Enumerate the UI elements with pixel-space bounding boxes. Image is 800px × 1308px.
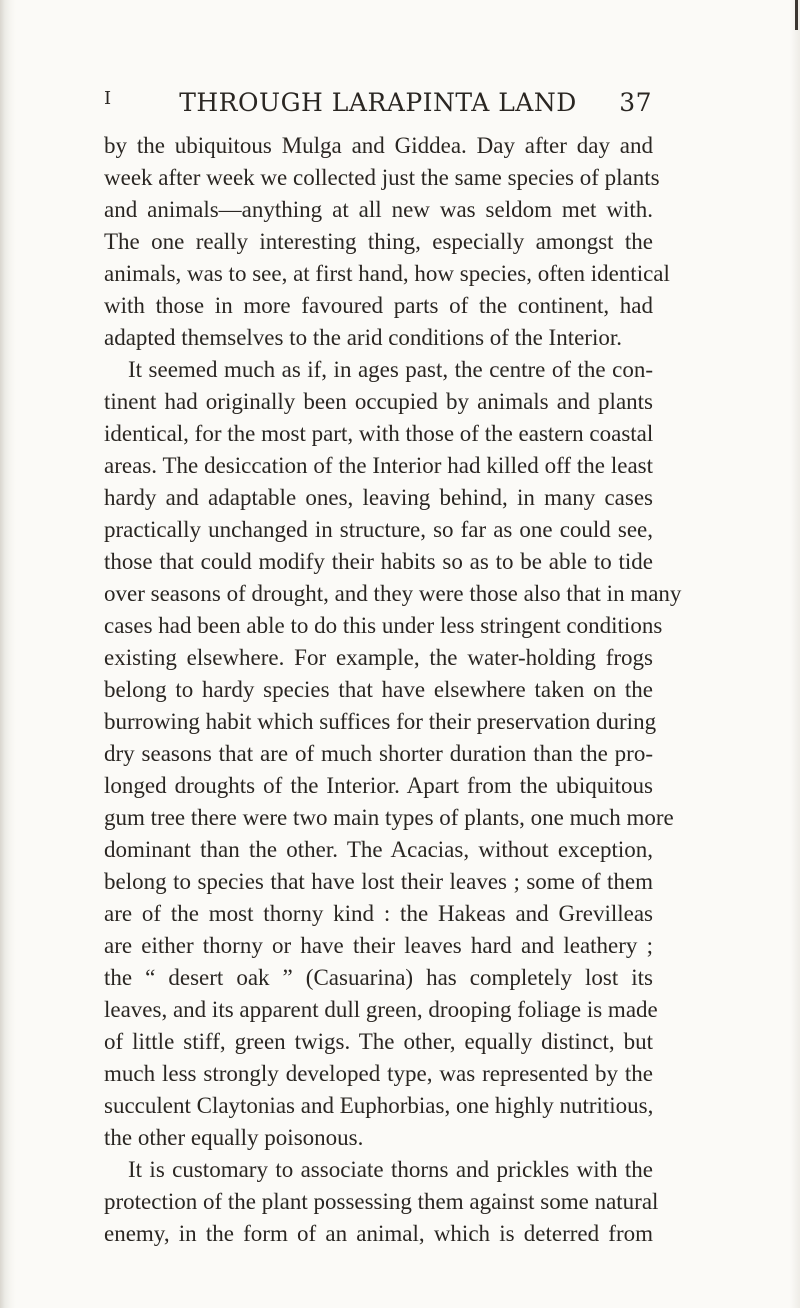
text-line: with those in more favoured parts of the continent, had (104, 293, 653, 318)
text-line: are of the most thorny kind : the Hakeas and Grevilleas (104, 901, 653, 926)
text-line: tinent had originally been occupied by animals and plants (104, 389, 653, 414)
text-line: areas. The desiccation of the Interior had killed off the least (104, 453, 653, 478)
text-line: longed droughts of the Interior. Apart from the ubiquitous (104, 773, 653, 798)
text-line: It is customary to associate thorns and prickles with the (128, 1157, 653, 1182)
body-text (104, 130, 682, 1250)
page-left-edge (0, 0, 16, 1308)
text-line: existing elsewhere. For example, the water-holding frogs (104, 645, 653, 670)
text-line: leaves, and its apparent dull green, drooping foliage is made (104, 997, 658, 1022)
running-header (104, 88, 652, 120)
text-line: by the ubiquitous Mulga and Giddea. Day after day and (104, 133, 653, 158)
text-line: adapted themselves to the arid conditions of the Interior. (104, 325, 622, 350)
text-line: dry seasons that are of much shorter duration than the pro- (104, 741, 653, 766)
text-line: The one really interesting thing, especially amongst the (104, 229, 653, 254)
text-line: hardy and adaptable ones, leaving behind, in many cases (104, 485, 653, 510)
text-line: practically unchanged in structure, so far as one could see, (104, 517, 653, 542)
text-line: It seemed much as if, in ages past, the centre of the con- (128, 357, 653, 382)
running-title: THROUGH LARAPINTA LAND (179, 88, 577, 117)
text-line: and animals—anything at all new was seldom met with. (104, 197, 653, 222)
page-number: 37 (619, 88, 652, 117)
text-line: cases had been able to do this under less stringent conditions (104, 613, 663, 638)
text-line: week after week we collected just the same species of plants (104, 165, 660, 190)
text-line: over seasons of drought, and they were those also that in many (104, 581, 682, 606)
spine-mark (795, 0, 798, 30)
text-line: belong to species that have lost their leaves ; some of them (104, 869, 653, 894)
text-line: much less strongly developed type, was represented by the (104, 1061, 653, 1086)
text-line: of little stiff, green twigs. The other, equally distinct, but (104, 1029, 653, 1054)
page-right-edge (790, 0, 800, 1308)
text-line: burrowing habit which suffices for their preservation during (104, 709, 657, 734)
text-line: protection of the plant possessing them against some natural (104, 1189, 659, 1214)
text-line: gum tree there were two main types of plants, one much more (104, 805, 674, 830)
text-line: animals, was to see, at first hand, how species, often identical (104, 261, 670, 286)
text-line: succulent Claytonias and Euphorbias, one highly nutritious, (104, 1093, 654, 1118)
text-line: those that could modify their habits so as to be able to tide (104, 549, 653, 574)
text-line: the other equally poisonous. (104, 1125, 364, 1150)
text-line: the “ desert oak ” (Casuarina) has completely lost its (104, 965, 653, 990)
text-line: dominant than the other. The Acacias, without exception, (104, 837, 653, 862)
chapter-number: I (104, 88, 112, 109)
text-line: enemy, in the form of an animal, which is deterred from (104, 1221, 653, 1246)
text-line: are either thorny or have their leaves hard and leathery ; (104, 933, 653, 958)
text-line: belong to hardy species that have elsewhere taken on the (104, 677, 653, 702)
text-line: identical, for the most part, with those of the eastern coastal (104, 421, 654, 446)
